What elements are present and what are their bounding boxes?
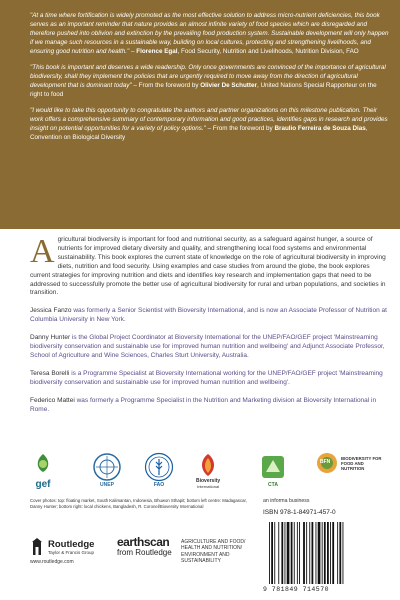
informa-business-line: an informa business	[263, 498, 310, 504]
endorsement-quote-3: "I would like to take this opportunity to congratulate the authors and partner organizations on this milestone publication. Their work offers a comprehensive summary of contemporary information and good practices, identifies gaps in research and provides insight on potential opportunities for a variety of policy options." – From the foreword by Braulio Ferreira de Souza Dias, Convention on Biological Diversity	[30, 107, 388, 141]
endorser-name: Braulio Ferreira de Souza Dias	[274, 125, 366, 132]
author-bio: Federico Mattei was formerly a Programme Specialist in the Nutrition and Marketing division at Bioversity International in Rome.	[30, 396, 377, 413]
earthscan-logo: earthscan from Routledge	[117, 535, 172, 557]
blurb-paragraph: Agricultural biodiversity is important for food and nutritional security, as a safeguard against hunger, a source of nutrients for improved dietary diversity and quality, and strengthening local food systems and environmental sustainability. This book explores the current state of knowledge on the role of agricultural biodiversity in improving diets, nutrition and food security. Using examples and case studies from around the globe, the book explores current strategies for improving nutrition and diets and identifies key research and implementation gaps that need to be addressed to successfully promote the better use of agricultural biodiversity for rural and urban populations, and societies in transition.	[30, 233, 386, 297]
unep-logo: UNEP	[92, 452, 122, 488]
gef-logo: gef	[30, 452, 56, 488]
endorsement-quote-1: "At a time where fortification is widely promoted as the most effective solution to address micro-nutrient deficiencies, this book serves as an important reminder that nature provides an almost infinite variety of food species which are disregarded and therefore pushed into oblivion and extinction by the prevailing food production system. Sustainable development will only happen if we manage such resources in a sustainable way, building on local cultures, protecting and strengthening livelihoods, and ensuring good nutrition and health." – Florence Egal, Food Security, Nutrition and Livelihoods, Nutrition Division, FAO	[30, 12, 389, 55]
author-bio: Teresa Borelli is a Programme Specialist at Bioversity International working for the UNEP/FAO/GEF project 'Mainstreaming biodiversity conservation and sustainable use for improved human nutrition and wellbeing'.	[30, 369, 383, 386]
fao-logo: FAO	[144, 452, 174, 488]
publisher-group: Taylor & Francis Group	[48, 549, 95, 555]
drop-cap: A	[30, 233, 55, 270]
routledge-tower-icon	[30, 538, 44, 556]
gef-emblem-icon	[30, 452, 56, 482]
endorser-name: Olivier De Schutter	[200, 82, 257, 89]
routledge-logo	[30, 538, 94, 556]
cover-photo-credits: Cover photos: top: floating market, South Kalimantan, Indonesia, Bhuwon Sthapit; bottom left centre: Madagascar, Danny Hunter; bottom right: local chickens, Bangladesh, R. Coronel/Bioversity International	[30, 498, 247, 509]
author-bio: Jessica Fanzo was formerly a Senior Scientist with Bioversity International, and is now an Associate Professor of Nutrition at Columbia University in New York.	[30, 307, 387, 324]
bioversity-leaf-icon	[196, 452, 220, 478]
endorser-name: Florence Egal	[136, 48, 178, 55]
un-wreath-icon	[92, 452, 122, 482]
publisher-name: Routledge	[48, 538, 95, 550]
endorsements-panel	[0, 0, 400, 229]
publisher-website: www.routledge.com	[30, 559, 74, 565]
endorsement-quote-2: "This book is important and deserves a wide readership. Only once governments are convinced of the importance of agricultural biodiversity, shall they implement the policies that are urgently required to move away from the direction of agricultural development that is dominant today" – From the foreword by Olivier De Schutter, United Nations Special Rapporteur on the right to food	[30, 64, 386, 98]
author-bio: Danny Hunter is the Global Project Coordinator at Bioversity International for the UNEP/FAO/GEF project 'Mainstreaming biodiversity conservation and sustainable use for improved human nutrition and wellbeing' and Adjunct Associate Professor, School of Agriculture and Wine Sciences, Charles Sturt University, Australia.	[30, 334, 385, 359]
fao-wheat-emblem-icon	[144, 452, 174, 482]
subject-categories: AGRICULTURE AND FOOD/ HEALTH AND NUTRITION/ ENVIRONMENT AND SUSTAINABILITY	[181, 539, 246, 565]
isbn: ISBN 978-1-84971-457-0	[263, 509, 336, 516]
partner-logos	[0, 452, 400, 498]
book-description	[30, 233, 390, 415]
barcode-number: 9 781849 714570	[263, 586, 330, 593]
back-cover-footer	[0, 498, 400, 600]
barcode	[263, 520, 375, 590]
bfn-logo: BFN BIODIVERSITY FOR FOOD AND NUTRITION	[316, 452, 385, 474]
cta-logo: CTA	[260, 452, 286, 488]
cta-emblem-icon	[260, 452, 286, 482]
bioversity-logo: Bioversity International	[196, 452, 220, 490]
